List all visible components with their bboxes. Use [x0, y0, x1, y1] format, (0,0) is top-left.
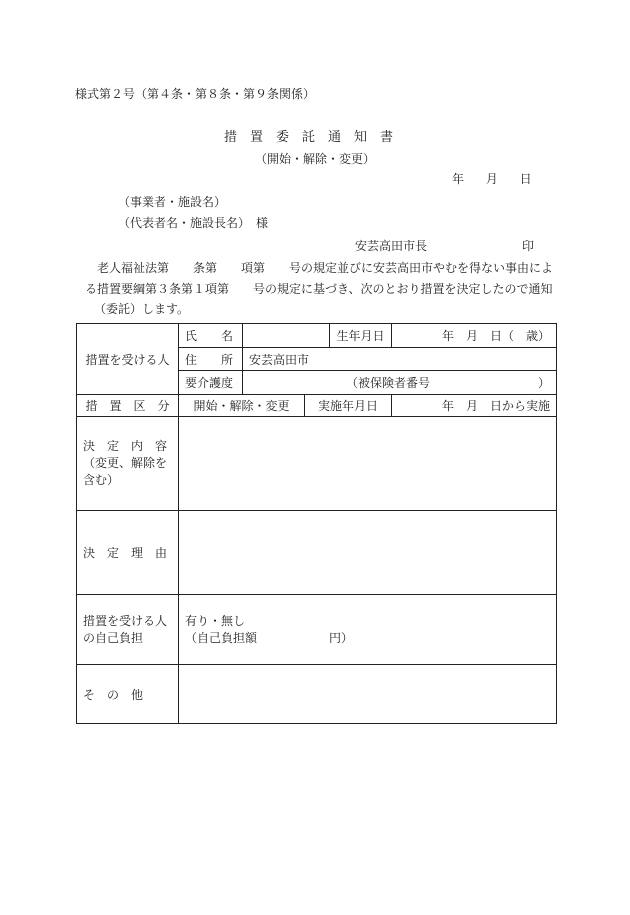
- burden-options: 有り・無し: [185, 613, 246, 628]
- decision-content-note: （変更、解除を含む）: [83, 456, 168, 487]
- self-burden-field[interactable]: [179, 595, 557, 665]
- decision-content-field[interactable]: [179, 417, 557, 511]
- body-text-line: 老人福祉法第 条第 項第 号の規定並びに安芸高田市やむを得ない事由によ: [97, 261, 554, 275]
- table-row: [77, 665, 557, 724]
- table-row: [77, 595, 557, 665]
- care-level-label: 要介護度: [179, 371, 243, 395]
- table-row: [77, 417, 557, 511]
- decision-reason-label: 決 定 理 由: [77, 511, 179, 595]
- body-text-line: る措置要綱第３条第１項第 号の規定に基づき、次のとおり措置を決定したので通知: [85, 282, 553, 296]
- table-row: [77, 511, 557, 595]
- other-label: そ の 他: [77, 665, 179, 724]
- address-label: 住 所: [179, 348, 243, 371]
- self-burden-label: 措置を受ける人の自己負担: [77, 595, 179, 665]
- other-field[interactable]: [179, 665, 557, 724]
- representative-name: （代表者名・施設長名） 様: [118, 216, 269, 230]
- name-field[interactable]: [243, 324, 330, 348]
- category-options[interactable]: 開始・解除・変更: [179, 395, 305, 417]
- form-number: 様式第２号（第４条・第８条・第９条関係）: [75, 87, 316, 101]
- document-title: 措置委託通知書: [223, 130, 406, 145]
- decision-content-label: [77, 417, 179, 511]
- implementation-date-field[interactable]: 年 月 日から実施: [392, 395, 557, 417]
- notice-form-table: [76, 323, 557, 724]
- business-name: （事業者・施設名）: [118, 195, 227, 209]
- category-label: 措 置 区 分: [77, 395, 179, 417]
- seal-mark: 印: [522, 239, 535, 253]
- implementation-date-label: 実施年月日: [305, 395, 392, 417]
- table-row: [77, 324, 557, 348]
- insured-number-field[interactable]: （被保険者番号 ）: [243, 371, 557, 395]
- address-field[interactable]: 安芸高田市: [243, 348, 557, 371]
- recipient-label: 措置を受ける人: [77, 324, 179, 395]
- table-row: [77, 395, 557, 417]
- birth-date-field[interactable]: 年 月 日（ 歳）: [392, 324, 557, 348]
- document-subtitle: （開始・解除・変更）: [254, 152, 375, 166]
- decision-reason-field[interactable]: [179, 511, 557, 595]
- birth-date-label: 生年月日: [330, 324, 392, 348]
- decision-content-title: 決 定 内 容: [83, 439, 168, 453]
- mayor-title: 安芸高田市長: [355, 239, 428, 253]
- burden-amount: （自己負担額 円）: [185, 630, 354, 645]
- body-text-line: （委託）します。: [94, 302, 190, 316]
- date-line: 年 月 日: [452, 172, 532, 186]
- name-label: 氏 名: [179, 324, 243, 348]
